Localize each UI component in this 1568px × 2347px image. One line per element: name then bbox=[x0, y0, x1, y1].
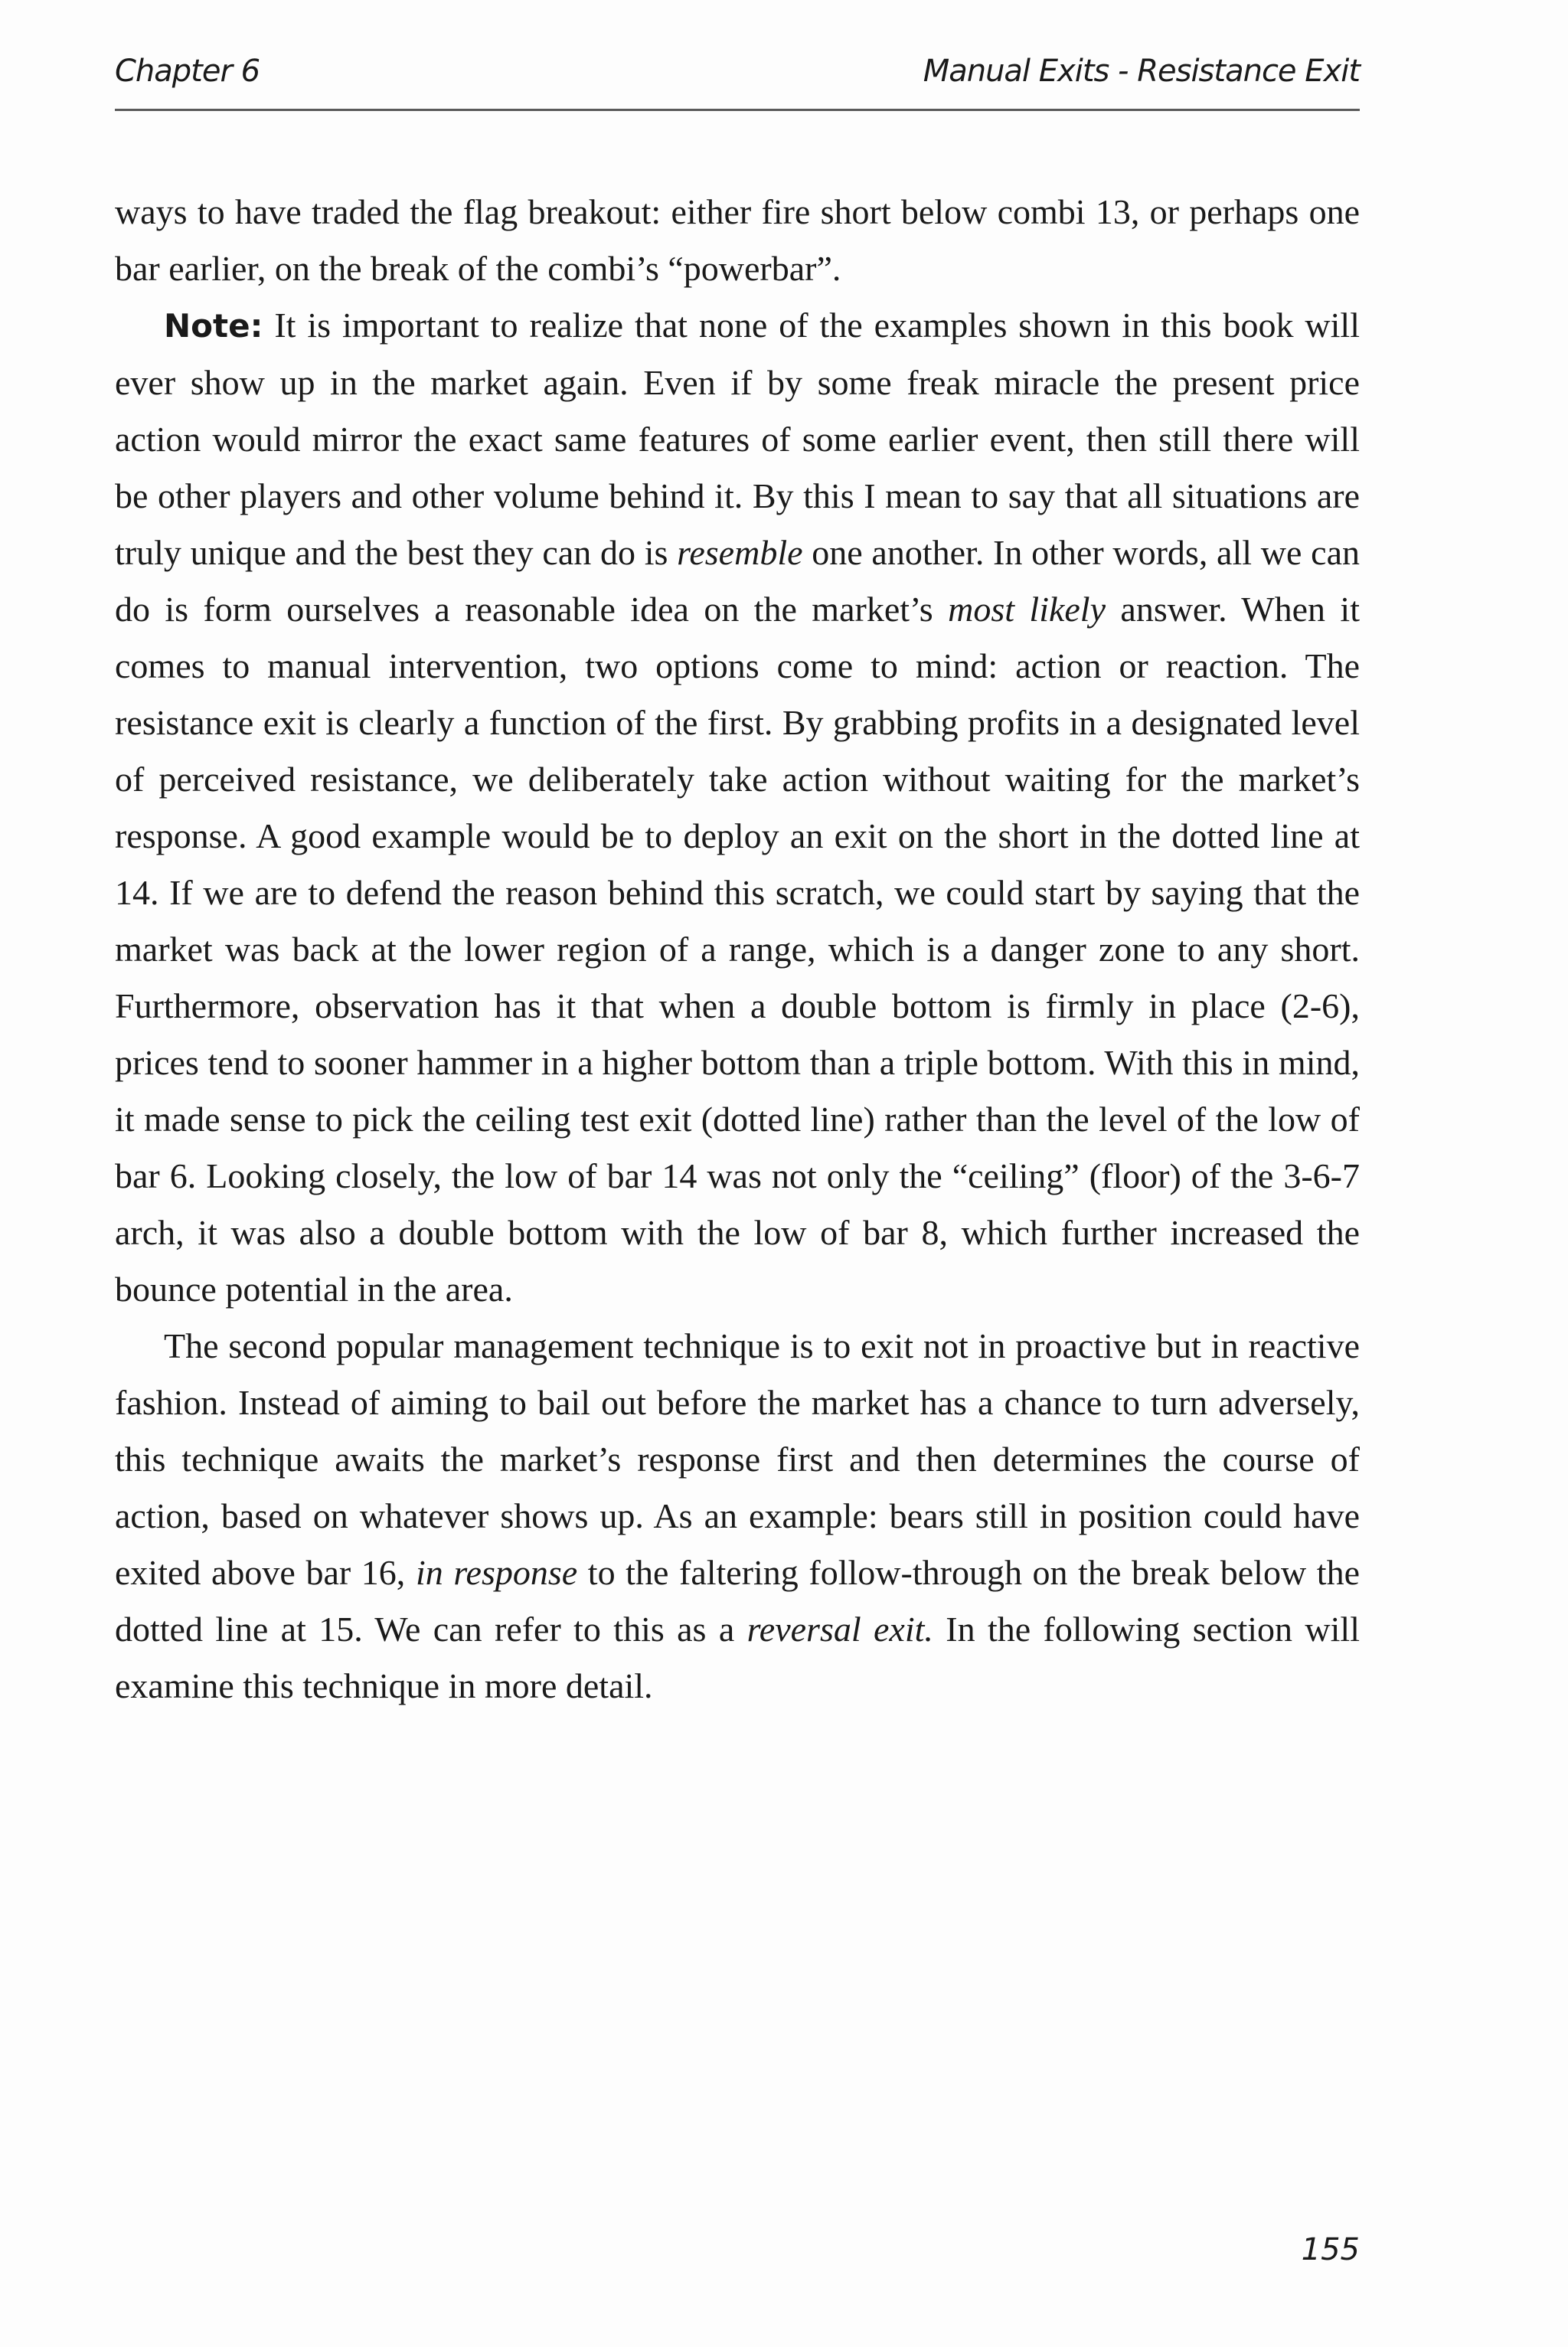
paragraph-2-text-2: one another. In other words, all we can do is form ourselves a reasonable idea on the market’s bbox=[115, 533, 1360, 629]
running-header bbox=[115, 51, 1360, 111]
paragraph-2 bbox=[115, 297, 1360, 1318]
paragraph-3-emphasis-1: in response bbox=[415, 1553, 578, 1592]
paragraph-1 bbox=[115, 184, 1360, 297]
paragraph-3-text-3: In the following section will examine this technique in more detail. bbox=[115, 1610, 1360, 1705]
body-text bbox=[115, 184, 1360, 1714]
paragraph-3-emphasis-2: reversal exit. bbox=[746, 1610, 933, 1649]
paragraph-2-text-1: It is important to realize that none of the examples shown in this book will ever show up in the market again. Even if by some freak miracle the present price action would mirror the exact same features of some earlier event, then still there will be other players and other volume behind it. By this I mean to say that all situations are truly unique and the best they can do is bbox=[115, 306, 1360, 572]
note-label: Note: bbox=[164, 307, 263, 345]
paragraph-2-emphasis-2: most likely bbox=[948, 590, 1106, 629]
paragraph-3-text-1: The second popular management technique is to exit not in proactive but in reactive fashion. Instead of aiming to bail out before the market has a chance to turn adversely, this technique awaits the market’s response first and then determines the course of action, based on whatever shows up. As an example: bears still in position could have exited above bar 16, bbox=[115, 1326, 1360, 1592]
chapter-label: Chapter 6 bbox=[115, 54, 260, 89]
paragraph-1-text: ways to have traded the flag breakout: either fire short below combi 13, or perhaps one bar earlier, on the break of the combi’s “powerbar”. bbox=[115, 192, 1360, 288]
page-number: 155 bbox=[1301, 2232, 1360, 2267]
paragraph-2-text-3: answer. When it comes to manual intervention, two options come to mind: action or reaction. The resistance exit is clearly a function of the first. By grabbing profits in a designated level of perceived resistance, we deliberately take action without waiting for the market’s response. A good example would be to deploy an exit on the short in the dotted line at 14. If we are to defend the reason behind this scratch, we could start by saying that the market was back at the lower region of a range, which is a danger zone to any short. Furthermore, observation has it that when a double bottom is firmly in place (2-6), prices tend to sooner hammer in a higher bottom than a triple bottom. With this in mind, it made sense to pick the ceiling test exit (dotted line) rather than the level of the low of bar 6. Looking closely, the low of bar 14 was not only the “ceiling” (floor) of the 3-6-7 arch, it was also a double bottom with the low of bar 8, which further increased the bounce potential in the area. bbox=[115, 590, 1360, 1309]
paragraph-3-text-2: to the faltering follow-through on the break below the dotted line at 15. We can refer to this as a bbox=[115, 1553, 1360, 1649]
paragraph-2-emphasis-1: resemble bbox=[677, 533, 803, 572]
section-title: Manual Exits - Resistance Exit bbox=[923, 54, 1360, 89]
paragraph-3 bbox=[115, 1318, 1360, 1714]
